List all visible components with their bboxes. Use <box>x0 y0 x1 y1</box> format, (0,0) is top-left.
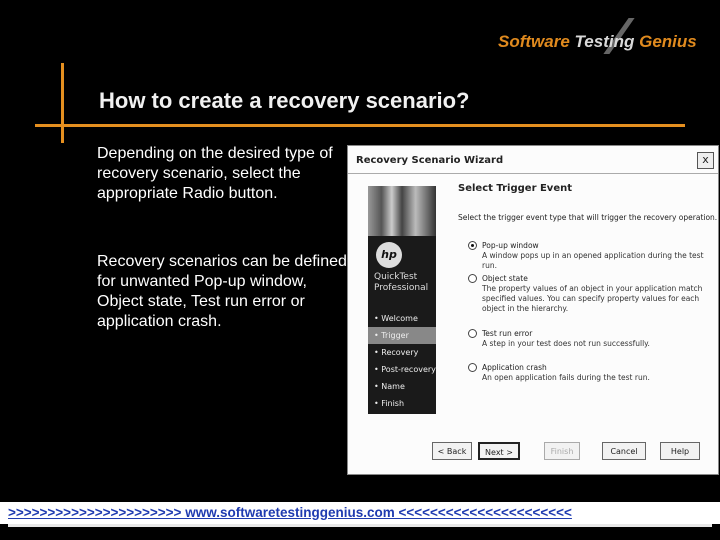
option-pop-up-window[interactable] <box>468 241 708 271</box>
finish-button: Finish <box>544 442 580 460</box>
logo-word-genius: Genius <box>639 32 697 51</box>
sidebar-banner-image <box>368 186 436 236</box>
wizard-step-welcome: • Welcome <box>374 314 418 323</box>
option-description: A step in your test does not run successfully. <box>482 339 650 348</box>
wizard-step-label: Trigger <box>381 331 409 340</box>
option-application-crash[interactable] <box>468 363 708 383</box>
option-label: Object state <box>482 274 528 283</box>
wizard-step-name: • Name <box>374 382 405 391</box>
option-object-state[interactable] <box>468 274 708 314</box>
trigger-heading: Select Trigger Event <box>458 183 573 194</box>
trigger-subheading: Select the trigger event type that will trigger the recovery operation. <box>458 213 718 222</box>
footer-website-link[interactable]: >>>>>>>>>>>>>>>>>>>>>> www.softwaretestinggenius.com <<<<<<<<<<<<<<<<<<<<<< <box>8 505 572 520</box>
wizard-step-label: Name <box>381 382 405 391</box>
recovery-scenario-wizard-dialog <box>347 145 719 475</box>
hp-logo: hp <box>376 242 402 268</box>
footer-divider <box>8 524 712 527</box>
footer-banner <box>0 502 720 524</box>
option-description: The property values of an object in your application match specified values. You can specify property values for each object in the hierarchy. <box>482 284 703 313</box>
wizard-step-recovery: • Recovery <box>374 348 419 357</box>
radio-button[interactable] <box>468 329 477 338</box>
option-label: Pop-up window <box>482 241 539 250</box>
option-label: Test run error <box>482 329 533 338</box>
accent-vertical-line <box>61 63 64 143</box>
option-test-run-error[interactable] <box>468 329 708 349</box>
wizard-step-label: Finish <box>381 399 405 408</box>
radio-button[interactable] <box>468 363 477 372</box>
cancel-button[interactable]: Cancel <box>602 442 646 460</box>
wizard-step-label: Recovery <box>381 348 419 357</box>
radio-button[interactable] <box>468 274 477 283</box>
back-button[interactable]: < Back <box>432 442 472 460</box>
site-logo <box>496 22 716 62</box>
slide-paragraph-1: Depending on the desired type of recovery scenario, select the appropriate Radio button. <box>97 145 333 202</box>
next-button[interactable]: Next > <box>478 442 520 460</box>
logo-word-software: Software <box>498 32 570 51</box>
wizard-step-label: Welcome <box>381 314 418 323</box>
slide-paragraph-2: Recovery scenarios can be defined for unwanted Pop-up window, Object state, Test run error or application crash. <box>97 253 347 330</box>
logo-text <box>498 32 697 52</box>
slide-title: How to create a recovery scenario? <box>99 88 470 113</box>
option-description: An open application fails during the test run. <box>482 373 650 382</box>
option-label: Application crash <box>482 363 547 372</box>
wizard-step-finish: • Finish <box>374 399 405 408</box>
wizard-step-trigger: • Trigger <box>368 327 436 344</box>
option-description: A window pops up in an opened application during the test run. <box>482 251 704 270</box>
accent-horizontal-line <box>35 124 685 127</box>
product-name <box>374 272 428 294</box>
help-button[interactable]: Help <box>660 442 700 460</box>
wizard-sidebar <box>368 186 436 414</box>
product-name-line-2: Professional <box>374 283 429 293</box>
close-icon[interactable]: x <box>697 152 714 169</box>
product-name-line-1: QuickTest <box>374 272 418 282</box>
dialog-title: Recovery Scenario Wizard <box>356 155 504 166</box>
radio-button-selected[interactable] <box>468 241 477 250</box>
wizard-step-label: Post-recovery <box>381 365 436 374</box>
dialog-title-divider <box>348 173 718 174</box>
wizard-steps <box>368 310 436 412</box>
logo-word-testing: Testing <box>574 32 635 51</box>
wizard-step-post-recovery: • Post-recovery <box>374 365 436 374</box>
